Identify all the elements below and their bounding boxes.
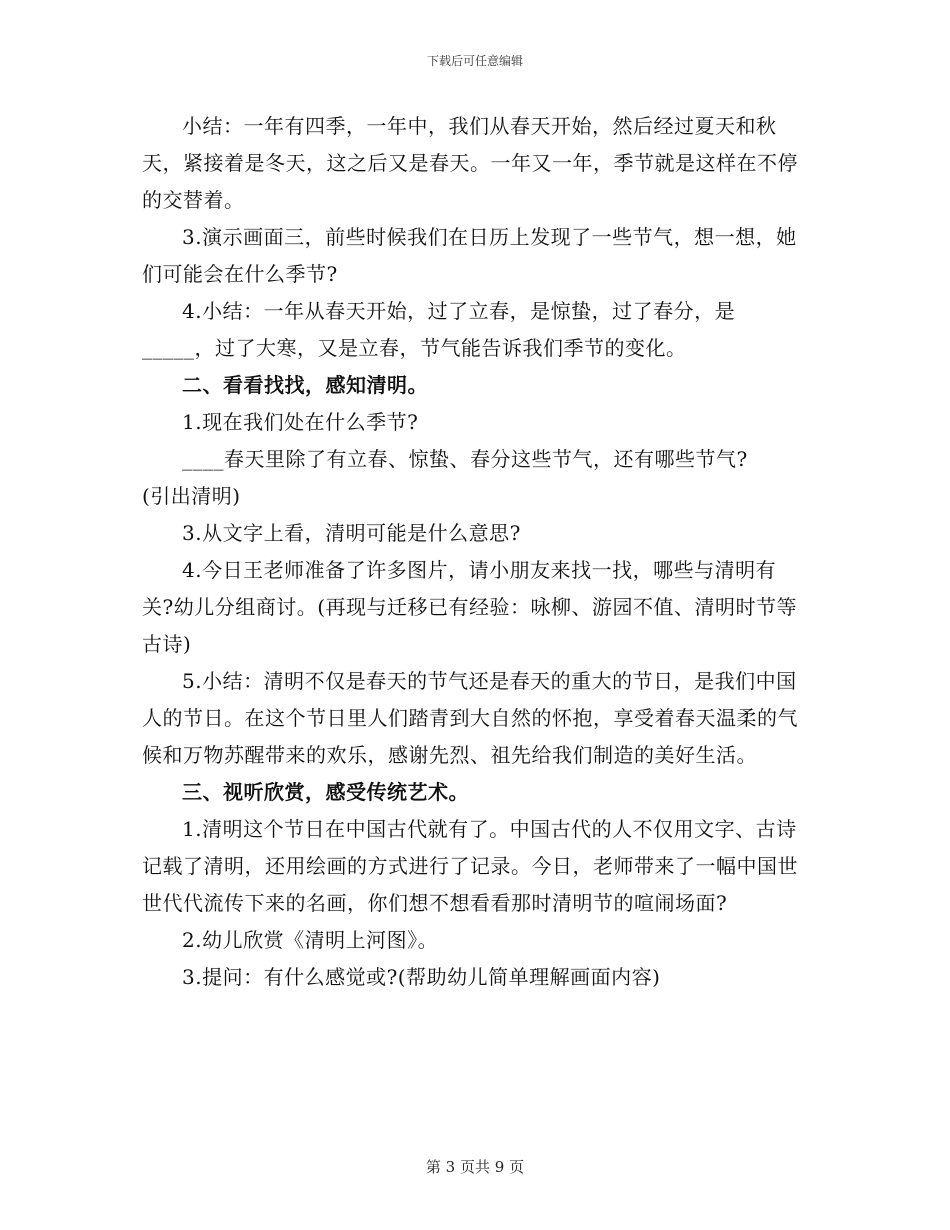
paragraph-spring-terms: ____春天里除了有立春、惊蛰、春分这些节气，还有哪些节气? [182, 447, 748, 471]
page-header: 下载后可任意编辑 [426, 54, 523, 68]
paragraph-item-5-summary: 5.小结：清明不仅是春天的节气还是春天的重大的节日，是我们中国人的节日。在这个节日里人们踏青到大自然的怀抱，享受着春天温柔的气候和万物苏醒带来的欢乐，感谢先烈、祖先给我们制造的美好生活。 [142, 669, 798, 767]
paragraph-item-4-summary: 4.小结：一年从春天开始，过了立春，是惊蛰，过了春分，是_____，过了大寒，又是立春，节气能告诉我们季节的变化。 [142, 299, 736, 360]
section-heading-3: 三、视听欣赏，感受传统艺术。 [182, 780, 469, 804]
paragraph-item-2-painting: 2.幼儿欣赏《清明上河图》。 [182, 928, 439, 952]
page-footer: 第 3 页共 9 页 [425, 1158, 525, 1176]
paragraph-intro-qingming: (引出清明) [142, 484, 241, 508]
paragraph-summary-seasons: 小结：一年有四季，一年中，我们从春天开始，然后经过夏天和秋天，紧接着是冬天，这之后又是春天。一年又一年，季节就是这样在不停的交替着。 [142, 114, 798, 212]
section-heading-2: 二、看看找找，感知清明。 [182, 373, 428, 397]
paragraph-item-3-meaning: 3.从文字上看，清明可能是什么意思? [182, 521, 521, 545]
paragraph-item-3-question: 3.提问：有什么感觉或?(帮助幼儿简单理解画面内容) [182, 965, 661, 989]
paragraph-item-3-solar-terms: 3.演示画面三，前些时候我们在日历上发现了一些节气，想一想，她们可能会在什么季节? [142, 225, 797, 286]
document-body [142, 108, 802, 996]
paragraph-item-4-pictures: 4.今日王老师准备了许多图片，请小朋友来找一找，哪些与清明有关?幼儿分组商讨。(再现与迁移已有经验：咏柳、游园不值、清明时节等古诗) [142, 558, 798, 656]
paragraph-item-1-history: 1.清明这个节日在中国古代就有了。中国古代的人不仅用文字、古诗记载了清明，还用绘画的方式进行了记录。今日，老师带来了一幅中国世世代代流传下来的名画，你们想不想看看那时清明节的喧闹场面? [142, 817, 798, 915]
paragraph-item-1-season: 1.现在我们处在什么季节? [182, 410, 419, 434]
